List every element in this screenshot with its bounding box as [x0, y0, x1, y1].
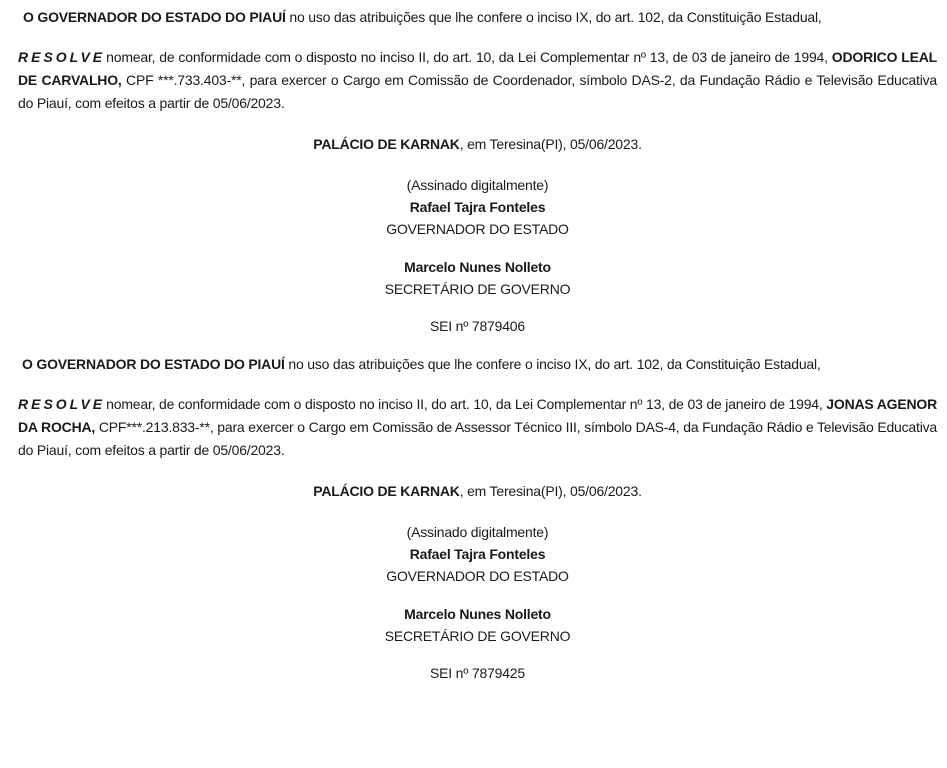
- signed-digitally-note: (Assinado digitalmente): [406, 177, 549, 193]
- governor-title: GOVERNADOR DO ESTADO: [386, 221, 569, 237]
- palace-name: PALÁCIO DE KARNAK: [313, 136, 460, 152]
- intro-text: no uso das atribuições que lhe confere o inciso IX, do art. 102, da Constituição Estadual,: [284, 356, 821, 372]
- secretary-signature: [18, 256, 937, 300]
- place-date-text: , em Teresina(PI), 05/06/2023.: [459, 136, 642, 152]
- place-date: [18, 134, 937, 155]
- governor-title: GOVERNADOR DO ESTADO: [386, 568, 569, 584]
- sei-number: SEI nº 7879406: [430, 318, 525, 334]
- resolve-text: nomear, de conformidade com o disposto no inciso II, do art. 10, da Lei Complementar nº 13, de 03 de janeiro de 1994,: [106, 396, 827, 412]
- governor-signature: [18, 521, 937, 587]
- decree-1: [18, 0, 937, 337]
- intro-text: no uso das atribuições que lhe confere o inciso IX, do art. 102, da Constituição Estadual,: [285, 9, 822, 25]
- decree-intro: [18, 354, 937, 374]
- governor-name: Rafael Tajra Fonteles: [409, 546, 546, 562]
- resolve-text: nomear, de conformidade com o disposto no inciso II, do art. 10, da Lei Complementar nº 13, de 03 de janeiro de 1994,: [106, 49, 832, 65]
- sei-number: SEI nº 7879425: [430, 665, 525, 681]
- place-date: [18, 481, 937, 502]
- resolve-paragraph: [18, 46, 937, 115]
- intro-authority: O GOVERNADOR DO ESTADO DO PIAUÍ: [23, 9, 286, 25]
- secretary-signature: [18, 603, 937, 647]
- appointee-name: ODORICO LEAL DE CARVALHO,: [18, 49, 937, 88]
- resolve-rest: CPF***.213.833-**, para exercer o Cargo em Comissão de Assessor Técnico III, símbolo DAS-4, da Fundação Rádio e Televisão Educativa do Piauí, com efeitos a partir de 05/06/2023.: [18, 419, 937, 458]
- decree-2: [18, 350, 937, 684]
- secretary-title: SECRETÁRIO DE GOVERNO: [384, 281, 571, 297]
- place-date-text: , em Teresina(PI), 05/06/2023.: [459, 483, 642, 499]
- secretary-name: Marcelo Nunes Nolleto: [404, 259, 551, 275]
- governor-name: Rafael Tajra Fonteles: [409, 199, 546, 215]
- intro-authority: O GOVERNADOR DO ESTADO DO PIAUÍ: [22, 356, 285, 372]
- decree-intro: [18, 7, 937, 27]
- secretary-name: Marcelo Nunes Nolleto: [404, 606, 551, 622]
- resolve-rest: CPF ***.733.403-**, para exercer o Cargo em Comissão de Coordenador, símbolo DAS-2, da Fundação Rádio e Televisão Educativa do Piauí, com efeitos a partir de 05/06/2023.: [18, 72, 937, 111]
- resolve-paragraph: [18, 393, 937, 462]
- governor-signature: [18, 174, 937, 240]
- resolve-word: RESOLVE: [18, 396, 106, 412]
- resolve-word: RESOLVE: [18, 49, 106, 65]
- appointee-name: JONAS AGENOR DA ROCHA,: [18, 396, 937, 435]
- secretary-title: SECRETÁRIO DE GOVERNO: [384, 628, 571, 644]
- signed-digitally-note: (Assinado digitalmente): [406, 524, 549, 540]
- palace-name: PALÁCIO DE KARNAK: [313, 483, 460, 499]
